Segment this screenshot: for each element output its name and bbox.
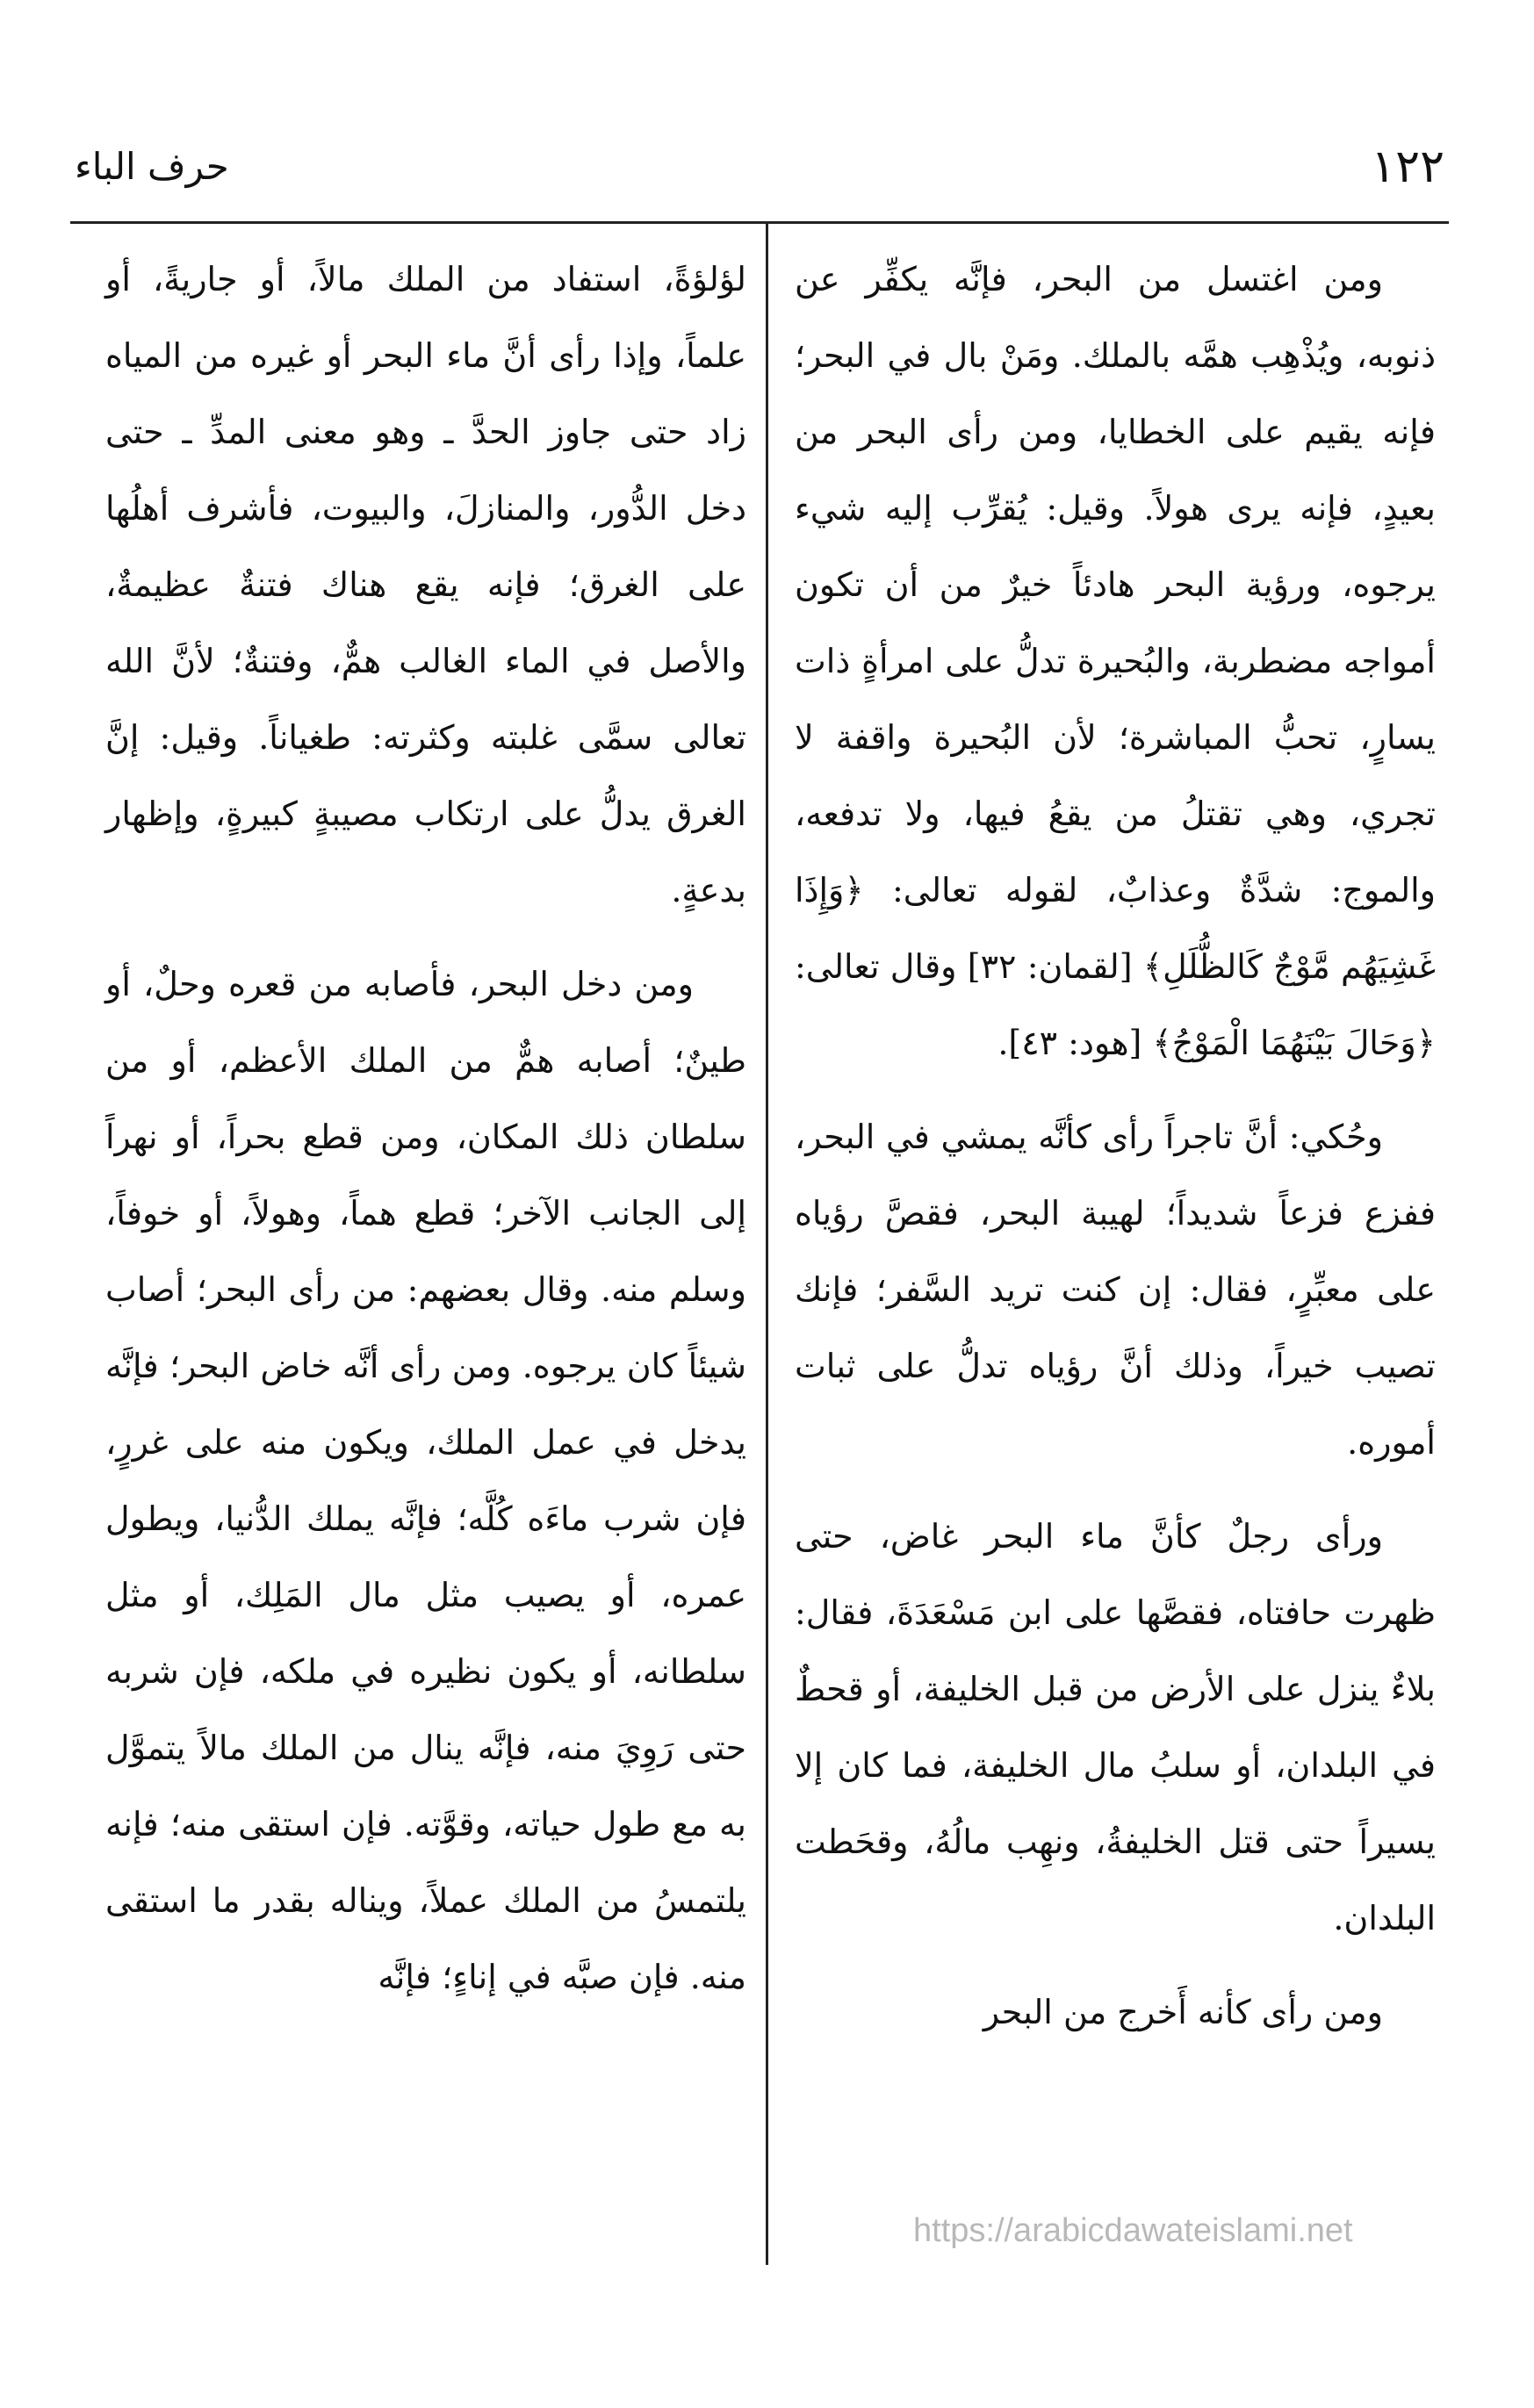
right-column — [795, 241, 1436, 2068]
watermark: https://arabicdawateislami.net — [913, 2212, 1353, 2249]
running-head: حرف الباء — [75, 145, 229, 188]
paragraph: ورأى رجلٌ كأنَّ ماء البحر غاض، حتى ظهرت حافتاه، فقصَّها على ابن مَسْعَدَةَ، فقال: بلاءٌ ينزل على الأرض من قبل الخليفة، أو قحطٌ في البلدان، أو سلبُ مال الخليفة، فما كان إلا يسيراً حتى قتل الخليفةُ، ونهِب مالُهُ، وقحَطت البلدان. — [795, 1517, 1436, 1937]
paragraph: لؤلؤةً، استفاد من الملك مالاً، أو جاريةً، أو علماً، وإذا رأى أنَّ ماء البحر أو غيره من المياه زاد حتى جاوز الحدَّ ـ وهو معنى المدِّ ـ حتى دخل الدُّور، والمنازلَ، والبيوت، فأشرف أهلُها على الغرق؛ فإنه يقع هناك فتنةٌ عظيمةٌ، والأصل في الماء الغالب همٌّ، وفتنةٌ؛ لأنَّ الله تعالى سمَّى غلبته وكثرته: طغياناً. وقيل: إنَّ الغرق يدلُّ على ارتكاب مصيبةٍ كبيرةٍ، وإظهار بدعةٍ. — [105, 260, 746, 909]
header-rule — [70, 221, 1449, 224]
left-column — [105, 241, 746, 2033]
paragraph: ومن اغتسل من البحر، فإنَّه يكفِّر عن ذنوبه، ويُذْهِب همَّه بالملك. ومَنْ بال في البحر؛ فإنه يقيم على الخطايا، ومن رأى البحر من بعيدٍ، فإنه يرى هولاً. وقيل: يُقرِّب إليه شيء يرجوه، ورؤية البحر هادئاً خيرٌ من أن تكون أمواجه مضطربة، والبُحيرة تدلُّ على امرأةٍ ذات يسارٍ، تحبُّ المباشرة؛ لأن البُحيرة واقفة لا تجري، وهي تقتلُ من يقعُ فيها، ولا تدفعه، والموج: شدَّةٌ وعذابٌ، لقوله تعالى: ﴿وَإِذَا غَشِيَهُم مَّوْجٌ كَالظُّلَلِ﴾ [لقمان: ٣٢] وقال تعالى: ﴿وَحَالَ بَيْنَهُمَا الْمَوْجُ﴾ [هود: ٤٣]. — [795, 260, 1436, 1062]
page-number: ١٢٢ — [1371, 140, 1444, 193]
page-header — [66, 132, 1444, 202]
paragraph: ومن رأى كأنه أَخرج من البحر — [983, 1993, 1383, 2031]
column-divider — [766, 224, 768, 2265]
paragraph: ومن دخل البحر، فأصابه من قعره وحلٌ، أو طينٌ؛ أصابه همٌّ من الملك الأعظم، أو من سلطان ذلك المكان، ومن قطع بحراً، أو نهراً إلى الجانب الآخر؛ قطع هماً، وهولاً، أو خوفاً، وسلم منه. وقال بعضهم: من رأى البحر؛ أصاب شيئاً كان يرجوه. ومن رأى أنَّه خاض البحر؛ فإنَّه يدخل في عمل الملك، ويكون منه على غررٍ، فإن شرب ماءَه كُلَّه؛ فإنَّه يملك الدُّنيا، ويطول عمره، أو يصيب مثل مال المَلِك، أو مثل سلطانه، أو يكون نظيره في ملكه، فإن شربه حتى رَوِيَ منه، فإنَّه ينال من الملك مالاً يتموَّل به مع طول حياته، وقوَّته. فإن استقى منه؛ فإنه يلتمسُ من الملك عملاً، ويناله بقدر ما استقى منه. فإن صبَّه في إناءٍ؛ فإنَّه — [105, 965, 746, 1996]
paragraph: وحُكي: أنَّ تاجراً رأى كأنَّه يمشي في البحر، ففزع فزعاً شديداً؛ لهيبة البحر، فقصَّ رؤياه على معبِّرٍ، فقال: إن كنت تريد السَّفر؛ فإنك تصيب خيراً، وذلك أنَّ رؤياه تدلُّ على ثبات أموره. — [795, 1118, 1436, 1462]
